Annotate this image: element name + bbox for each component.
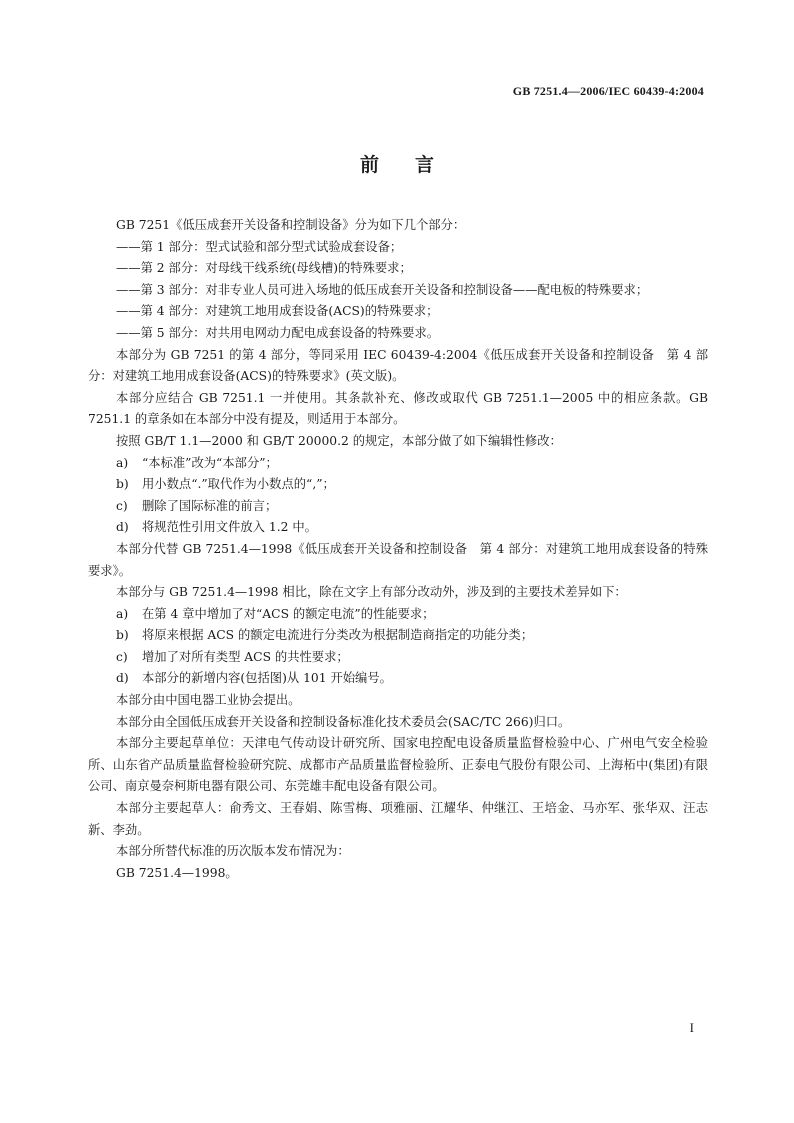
editorial-changes-paragraph: 按照 GB/T 1.1—2000 和 GB/T 20000.2 的规定，本部分做了如下编辑性修改： [116, 433, 562, 448]
drafters-paragraph: 本部分主要起草人：俞秀文、王春娟、陈雪梅、项雅丽、江耀华、仲继江、王培金、马亦军、张华双、汪志新、李劲。 [88, 801, 708, 837]
list-item-text: “本标准”改为“本部分”； [142, 455, 278, 470]
list-marker: d) [116, 520, 129, 535]
part-list-item: ——第 2 部分：对母线干线系统(母线槽)的特殊要求； [116, 261, 412, 276]
differences-paragraph: 本部分与 GB 7251.4—1998 相比，除在文字上有部分改动外，涉及到的主要技术差异如下： [116, 585, 627, 600]
list-item-text: 用小数点“.”取代作为小数点的“,”； [142, 477, 335, 492]
editorial-list-item [88, 453, 708, 475]
list-item-text: 在第 4 章中增加了对“ACS 的额定电流”的性能要求； [142, 606, 435, 621]
editorial-list-item [88, 517, 708, 539]
history-item: GB 7251.4—1998。 [116, 865, 238, 880]
list-marker: c) [116, 649, 128, 664]
difference-list-item [88, 668, 708, 690]
part-list-item: ——第 1 部分：型式试验和部分型式试验成套设备； [116, 239, 403, 254]
centralized-by-paragraph: 本部分由全国低压成套开关设备和控制设备标准化技术委员会(SAC/TC 266)归口。 [116, 714, 571, 729]
intro-paragraph: GB 7251《低压成套开关设备和控制设备》分为如下几个部分： [116, 218, 466, 232]
list-marker: a) [116, 455, 129, 470]
list-marker: b) [116, 628, 129, 643]
difference-list-item [88, 625, 708, 647]
part-list-item: ——第 4 部分：对建筑工地用成套设备(ACS)的特殊要求； [116, 304, 439, 319]
difference-list-item [88, 604, 708, 626]
list-item-text: 本部分的新增内容(包括图)从 101 开始编号。 [142, 671, 392, 686]
replaces-paragraph: 本部分代替 GB 7251.4—1998《低压成套开关设备和控制设备 第 4 部分：对建筑工地用成套设备的特殊要求》。 [88, 541, 708, 578]
editorial-list-item [88, 474, 708, 496]
difference-list-item [88, 647, 708, 669]
list-marker: a) [116, 606, 129, 621]
document-body [88, 215, 708, 884]
list-marker: b) [116, 477, 129, 492]
part-list-item: ——第 5 部分：对共用电网动力配电成套设备的特殊要求。 [116, 325, 440, 340]
list-item-text: 将规范性引用文件放入 1.2 中。 [142, 520, 317, 535]
list-item-text: 增加了对所有类型 ACS 的共性要求； [142, 649, 349, 664]
list-marker: d) [116, 671, 129, 686]
history-paragraph: 本部分所替代标准的历次版本发布情况为： [116, 844, 350, 859]
standard-code-header: GB 7251.4—2006/IEC 60439-4:2004 [512, 84, 704, 98]
use-with-paragraph: 本部分应结合 GB 7251.1 一并使用。其条款补充、修改或取代 GB 7251.1—2005 中的相应条款。GB 7251.1 的章条如在本部分中没有提及，则适用于本部分。 [88, 390, 708, 427]
list-item-text: 将原来根据 ACS 的额定电流进行分类改为根据制造商指定的功能分类； [142, 628, 534, 643]
proposed-by-paragraph: 本部分由中国电器工业协会提出。 [116, 693, 301, 708]
drafting-units-paragraph: 本部分主要起草单位：天津电气传动设计研究所、国家电控配电设备质量监督检验中心、广州电气安全检验所、山东省产品质量监督检验研究院、成都市产品质量监督检验所、正泰电气股份有限公司、上海柘中(集团)有限公司、南京曼奈柯斯电器有限公司、东莞雄丰配电设备有限公司。 [88, 736, 708, 794]
list-marker: c) [116, 498, 128, 513]
part-list-item: ——第 3 部分：对非专业人员可进入场地的低压成套开关设备和控制设备——配电板的特殊要求； [116, 282, 649, 297]
equivalence-paragraph: 本部分为 GB 7251 的第 4 部分，等同采用 IEC 60439-4:2004《低压成套开关设备和控制设备 第 4 部分：对建筑工地用成套设备(ACS)的特殊要求》(英文版)。 [88, 347, 708, 384]
list-item-text: 删除了国际标准的前言； [142, 498, 278, 513]
page-number: I [689, 1020, 694, 1035]
editorial-list-item [88, 496, 708, 518]
page-title: 前言 [359, 154, 470, 176]
